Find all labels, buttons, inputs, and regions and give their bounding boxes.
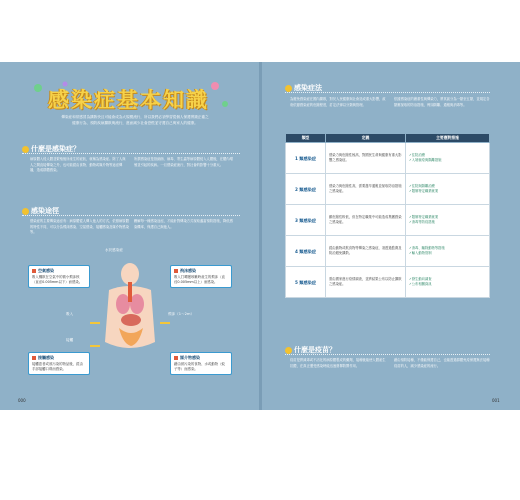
arrow: [90, 345, 100, 347]
definition-cell: 感染力與危險性極高，對國民生命與健康有重大影響之感染症。: [326, 143, 406, 174]
divider: [285, 354, 490, 355]
definition-cell: 經由動物或飲食物等傳染之感染症，須透過監測及防治避免擴散。: [326, 236, 406, 267]
section1-text-b: 所謂感染症是指細菌、病毒、寄生蟲等病原體侵入人體後，在體內增殖並引起的疾病。一旦感染症流行，對社會的影響十分重大。: [134, 157, 233, 167]
vaccine-text-b: 藉由預防接種，不僅能保護自己，也能透過群體免疫保護無法接種疫苗的人，減少感染症的流行。: [394, 358, 490, 368]
route-droplet: 飛沫感染 吸入打噴嚏咳嗽時產生的飛沫（直徑0.005mm以上）而感染。: [170, 265, 232, 288]
measure-cell: ✓發生動向調查 ✓公布相關資訊: [406, 267, 490, 298]
table-row: [286, 174, 490, 205]
class-cell: 2 類感染症: [286, 174, 326, 205]
question-icon: [22, 146, 29, 153]
droplet-icon: [174, 269, 178, 273]
book-gutter: [259, 62, 262, 410]
table-row: [286, 236, 490, 267]
law-text-a: 為避免感染症在國內擴散，對於人民健康與社會造成重大影響，政府依據感染症的危險程度，訂定法律以分類與管理。: [290, 97, 386, 107]
measure-cell: ✓限制特定職業就業 ✓消毒等防疫措施: [406, 205, 490, 236]
divider: [285, 92, 490, 93]
law-text-b: 依據感染症的嚴重性與傳染力，將其區分為一類至五類，並規定各類應採取的防治措施，例如隔離、通報與消毒等。: [394, 97, 490, 107]
table-header: 主要應對措施: [406, 134, 490, 143]
question-icon: [22, 208, 29, 215]
page-number-right: 001: [492, 398, 500, 403]
definition-cell: 雖危險性較低，但在特定職業中可能造成集團感染之感染症。: [326, 205, 406, 236]
definition-cell: 感染力與危險性高，需要盡早通報並採取防治措施之感染症。: [326, 174, 406, 205]
human-body-icon: [95, 262, 165, 355]
route-contact: 接觸感染 接觸患者或被污染的物品後，經由手部接觸口鼻而感染。: [28, 352, 90, 375]
measure-cell: ✓住院與隔離治療 ✓限制特定職業就業: [406, 174, 490, 205]
route-airborne: 空氣感染 吸入飄散在空氣中的微小飛沫核（直徑0.005mm以下）而感染。: [28, 265, 90, 288]
arrow: [90, 322, 100, 324]
page-title: 感染症基本知識: [48, 88, 209, 112]
class-cell: 4 類感染症: [286, 236, 326, 267]
table-row: [286, 267, 490, 298]
infection-class-table: [285, 133, 490, 298]
section-what-is-vaccine: 什麼是疫苗？: [285, 345, 336, 355]
vector-icon: [174, 356, 178, 360]
measure-cell: ✓消毒、驅除動物等措施 ✓輸入動物管制: [406, 236, 490, 267]
contact-icon: [32, 356, 36, 360]
table-header: 類型: [286, 134, 326, 143]
question-icon: [285, 85, 292, 92]
arrow: [160, 322, 170, 324]
class-cell: 1 類感染症: [286, 143, 326, 174]
section1-text-a: 病原體入侵人體並繁殖後所產生的症狀，就稱為感染症。除了人與人之間直接傳染之外，也可能經由食物、動物或媒介物等途徑傳播，造成群體感染。: [30, 157, 126, 173]
arrow-label-contact: 接觸: [66, 338, 74, 342]
table-row: [286, 205, 490, 236]
center-label: 水於感染症: [105, 248, 123, 252]
divider: [22, 153, 240, 154]
section-infection-law: 感染症法: [285, 83, 322, 93]
measure-cell: ✓住院治療 ✓入境檢疫與隔離措施: [406, 143, 490, 174]
section2-text-a: 感染症的主要傳染途徑有：病原體從人傳入他人的方式，依照病原體的特性不同，可以分為飛沫感染、空氣感染、接觸感染及媒介物感染等。: [30, 219, 129, 235]
arrow-label-inhale: 吸入: [66, 312, 74, 316]
section2-text-b: 瞭解每一種感染途徑，才能針對傳染方式採取適當預防措施，降低感染機率，保護自己與他人。: [134, 219, 233, 229]
page-number-left: 000: [18, 398, 26, 403]
class-cell: 3 類感染症: [286, 205, 326, 236]
table-header-row: [286, 134, 490, 143]
table-header: 定義: [326, 134, 406, 143]
divider: [22, 215, 240, 216]
definition-cell: 需由國家進行疫情調查，並將結果公布以防止擴散之感染症。: [326, 267, 406, 298]
arrow-label-droplet: 飛沫（1～2m）: [168, 312, 195, 316]
table-row: [286, 143, 490, 174]
section-infection-route: 感染途徑: [22, 206, 59, 216]
intro-text: 傳染症和常感冒為擴散快且可能會成為大規模流行，所以我們必須學習從個人保護實踐正確之健康行為，預防疾病擴散與流行，進而減少社會恐慌並守護自己與家人的健康。: [61, 115, 209, 125]
vaccine-text-a: 疫苗是將減毒或不活化的病原體製成的藥劑，接種後能使人體產生抗體，在真正遭受感染時能迅速發揮防禦作用。: [290, 358, 386, 368]
question-icon: [285, 347, 292, 354]
class-cell: 5 類感染症: [286, 267, 326, 298]
route-vector: 媒介物感染 藉由被污染的食物、水或動物（蚊子等）而感染。: [170, 352, 232, 375]
airborne-icon: [32, 269, 36, 273]
section-what-is-infection: 什麼是感染症？: [22, 144, 80, 154]
